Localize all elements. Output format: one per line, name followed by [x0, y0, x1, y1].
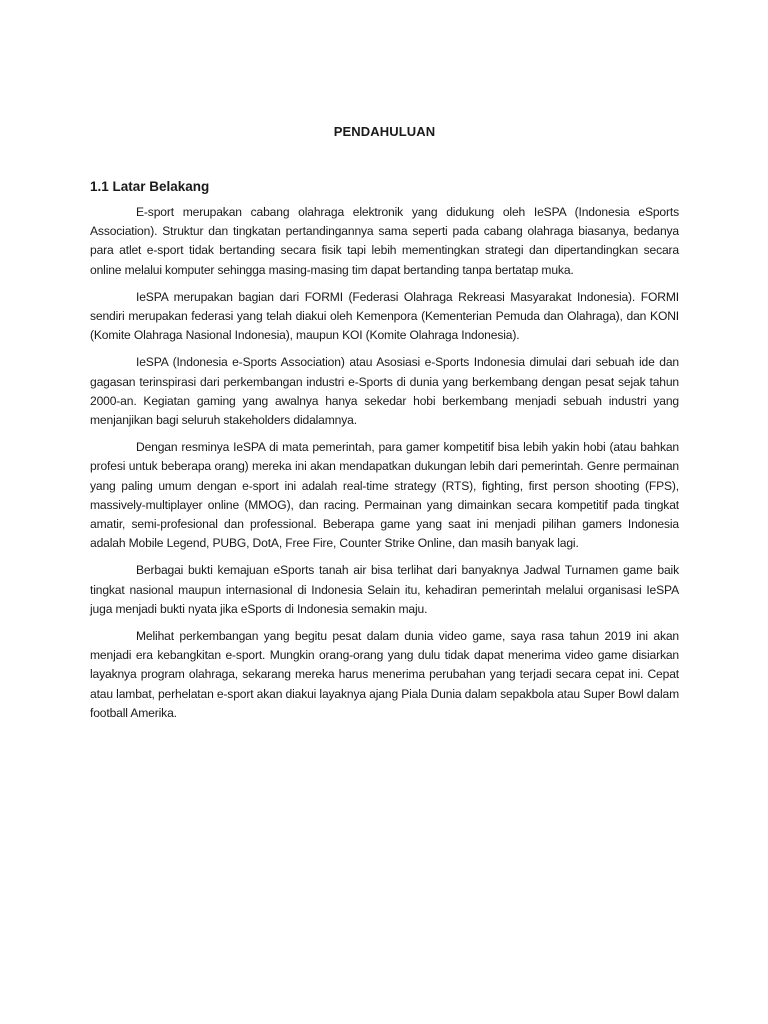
- section-heading: 1.1 Latar Belakang: [90, 179, 210, 194]
- paragraph: IeSPA merupakan bagian dari FORMI (Federasi Olahraga Rekreasi Masyarakat Indonesia). FORMI sendiri merupakan federasi yang telah diakui oleh Kemenpora (Kementerian Pemuda dan Olahraga), dan KONI (Komite Olahraga Nasional Indonesia), maupun KOI (Komite Olahraga Indonesia).: [90, 289, 679, 343]
- page-title: PENDAHULUAN: [333, 124, 436, 139]
- paragraph: Dengan resminya IeSPA di mata pemerintah, para gamer kompetitif bisa lebih yakin hobi (atau bahkan profesi untuk beberapa orang) mereka ini akan mendapatkan dukungan lebih dari pemerintah. Genre permainan yang paling umum dengan e-sport ini adalah real-time strategy (RTS), fighting, first person shooting (FPS), massively-multiplayer online (MMOG), dan racing. Permainan yang dimainkan secara kompetitif pada tingkat amatir, semi-profesional dan professional. Beberapa game yang saat ini menjadi pilihan gamers Indonesia adalah Mobile Legend, PUBG, DotA, Free Fire, Counter Strike Online, dan masih banyak lagi.: [90, 440, 679, 551]
- paragraph: E-sport merupakan cabang olahraga elektronik yang didukung oleh IeSPA (Indonesia eSports Association). Struktur dan tingkatan pertandingannya sama seperti pada cabang olahraga biasanya, bedanya para atlet e-sport tidak bertanding secara fisik tapi lebih mementingkan strategi dan dipertandingkan secara online melalui komputer sehingga masing-masing tim dapat bertanding tanpa bertatap muka.: [90, 205, 679, 277]
- paragraph: IeSPA (Indonesia e-Sports Association) atau Asosiasi e-Sports Indonesia dimulai dari sebuah ide dan gagasan terinspirasi dari perkembangan industri e-Sports di dunia yang berkembang dengan pesat sejak tahun 2000-an. Kegiatan gaming yang awalnya hanya sekedar hobi berkembang menjadi sebuah industri yang menjanjikan bagi seluruh stakeholders didalamnya.: [90, 355, 679, 428]
- document-body: [90, 124, 679, 731]
- paragraph: Berbagai bukti kemajuan eSports tanah air bisa terlihat dari banyaknya Jadwal Turnamen game baik tingkat nasional maupun internasional di Indonesia Selain itu, kehadiran pemerintah melalui organisasi IeSPA juga menjadi bukti nyata jika eSports di Indonesia semakin maju.: [90, 563, 679, 616]
- paragraph: Melihat perkembangan yang begitu pesat dalam dunia video game, saya rasa tahun 2019 ini akan menjadi era kebangkitan e-sport. Mungkin orang-orang yang dulu tidak dapat menerima video game disiarkan layaknya program olahraga, sekarang mereka harus menerima perubahan yang terjadi secara cepat ini. Cepat atau lambat, perhelatan e-sport akan diakui layaknya ajang Piala Dunia dalam sepakbola atau Super Bowl dalam football Amerika.: [90, 629, 679, 720]
